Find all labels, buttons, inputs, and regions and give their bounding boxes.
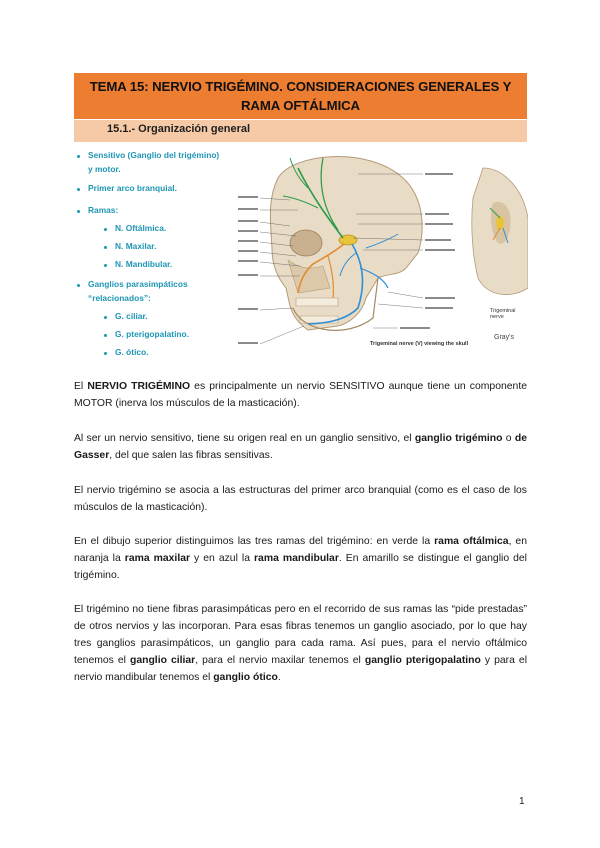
text-run: o	[502, 433, 515, 444]
section-heading: 15.1.- Organización general	[107, 123, 251, 135]
text-bold: de Gasser	[74, 433, 527, 461]
figure-credit: Gray's	[494, 334, 515, 341]
bullet-item: Primer arco branquial.	[88, 183, 177, 193]
text-bold: rama mandibular	[254, 553, 339, 564]
title-line-2: RAMA OFTÁLMICA	[241, 98, 360, 113]
bullet-item: G. pterigopalatino.	[115, 329, 189, 339]
paragraph-5	[74, 601, 527, 686]
bullet-item: “relacionados”:	[88, 293, 151, 303]
text-run: El	[74, 381, 88, 392]
bullet-dot	[77, 155, 80, 158]
bullet-dot	[104, 316, 107, 319]
bullet-item: G. ciliar.	[115, 311, 148, 321]
text-bold: ganglio ótico	[213, 672, 278, 683]
bullet-item: Sensitivo (Ganglio del trigémino)	[88, 150, 220, 160]
bullet-dot	[77, 210, 80, 213]
text-bold: rama maxilar	[124, 553, 191, 564]
text-run: , del que salen las fibras sensitivas.	[109, 450, 273, 461]
bullet-item: Ramas:	[88, 205, 119, 215]
text-bold: rama oftálmica	[434, 536, 509, 547]
trigeminal-skull-illustration	[238, 148, 528, 360]
bullet-item: Ganglios parasimpáticos	[88, 279, 188, 289]
text-run: En el dibujo superior distinguimos las tres ramas del trigémino: en verde la	[74, 536, 435, 547]
paragraph-3	[74, 482, 527, 516]
paragraph-2	[74, 430, 527, 464]
figure-side-label: Trigeminal nerve	[490, 308, 516, 320]
text-bold: ganglio ciliar	[129, 655, 196, 666]
bullet-item: N. Maxilar.	[115, 241, 157, 251]
text-run: y en azul la	[190, 553, 255, 564]
bullet-dot	[104, 228, 107, 231]
text-run: . En amarillo se distingue el ganglio del trigémino.	[74, 553, 527, 581]
figure-caption: Trigeminal nerve (V) viewing the skull	[370, 341, 469, 347]
bullet-item: G. ótico.	[115, 347, 149, 357]
text-run: El trigémino no tiene fibras parasimpáticas pero en el recorrido de sus ramas las “pide prestadas” de otros nervios y las incorporan. Para esas fibras tenemos un ganglio asociado, por lo que hay tres ganglios parasimpáticos, un ganglio para cada rama. Así pues, para el nervio oftálmico tenemos el	[74, 604, 527, 666]
bullet-dot	[77, 188, 80, 191]
title-line-1: TEMA 15: NERVIO TRIGÉMINO. CONSIDERACIONES GENERALES Y	[89, 79, 512, 94]
bullet-dot	[104, 264, 107, 267]
bullet-dot	[104, 352, 107, 355]
text-run: es principalmente un nervio SENSITIVO aunque tiene un componente MOTOR (inerva los músculos de la masticación).	[74, 381, 527, 409]
text-run: , en naranja la	[74, 536, 527, 564]
bullet-item: N. Oftálmica.	[115, 223, 167, 233]
text-bold: ganglio pterigopalatino	[364, 655, 481, 666]
paragraph-1	[74, 378, 527, 412]
skull-drawing	[238, 148, 528, 360]
text-bold: ganglio trigémino	[414, 433, 503, 444]
bullet-dot	[77, 284, 80, 287]
text-run: Al ser un nervio sensitivo, tiene su origen real en un ganglio sensitivo, el	[74, 433, 415, 444]
paragraph-4	[74, 533, 527, 584]
bullet-dot	[104, 246, 107, 249]
text-run: , para el nervio maxilar tenemos el	[195, 655, 365, 666]
text-run: y para el nervio mandibular tenemos el	[74, 655, 528, 683]
page-number: 1	[519, 796, 525, 807]
bullet-item: y motor.	[88, 164, 121, 174]
title-banner	[74, 73, 527, 119]
text-bold: NERVIO TRIGÉMINO	[87, 381, 191, 392]
text-run: .	[277, 672, 281, 683]
bullet-item: N. Mandibular.	[115, 259, 173, 269]
bullet-dot	[104, 334, 107, 337]
text-run: El nervio trigémino se asocia a las estructuras del primer arco branquial (como es el caso de los músculos de la masticación).	[74, 485, 527, 513]
section-heading-band	[74, 120, 527, 142]
